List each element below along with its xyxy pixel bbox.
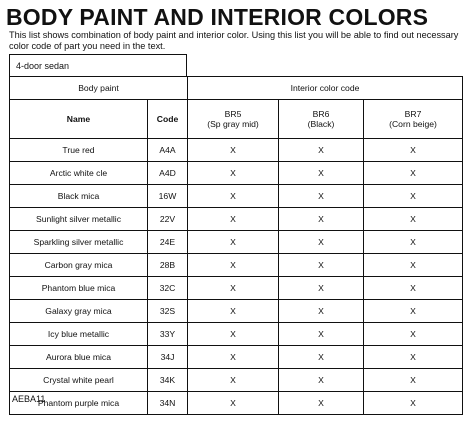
table-row: [10, 323, 463, 346]
combination-mark-cell: X: [188, 392, 279, 415]
combination-mark-cell: X: [279, 392, 364, 415]
combination-mark-cell: X: [279, 208, 364, 231]
table-row: [10, 162, 463, 185]
paint-code-cell: 32S: [148, 300, 188, 323]
paint-name-cell: Icy blue metallic: [10, 323, 148, 346]
combination-mark-cell: X: [364, 185, 463, 208]
model-label: 4-door sedan: [9, 54, 187, 77]
paint-name-cell: Carbon gray mica: [10, 254, 148, 277]
table-row: [10, 346, 463, 369]
combination-mark-cell: X: [188, 162, 279, 185]
name-column-header: Name: [10, 100, 148, 139]
interior-desc: (Black): [307, 119, 335, 129]
combination-mark-cell: X: [188, 346, 279, 369]
paint-code-cell: 28B: [148, 254, 188, 277]
figure-code: AEBA11: [12, 394, 46, 404]
interior-desc: (Corn beige): [389, 119, 437, 129]
combination-mark-cell: X: [364, 346, 463, 369]
interior-code: BR7: [404, 109, 422, 119]
combination-mark-cell: X: [364, 300, 463, 323]
paint-name-cell: Phantom blue mica: [10, 277, 148, 300]
combination-mark-cell: X: [279, 231, 364, 254]
combination-mark-cell: X: [279, 254, 364, 277]
interior-color-header: Interior color code: [188, 77, 463, 100]
table-row: [10, 185, 463, 208]
paint-code-cell: 34N: [148, 392, 188, 415]
interior-code: BR6: [312, 109, 330, 119]
paint-code-cell: 34J: [148, 346, 188, 369]
intro-text: This list shows combination of body paint and interior color. Using this list you will be able to find out necessary color code of part you need in the text.: [9, 30, 459, 51]
combination-mark-cell: X: [188, 300, 279, 323]
combination-mark-cell: X: [279, 369, 364, 392]
paint-code-cell: A4A: [148, 139, 188, 162]
table-row: [10, 231, 463, 254]
combination-mark-cell: X: [364, 392, 463, 415]
paint-code-cell: 16W: [148, 185, 188, 208]
table-row: [10, 254, 463, 277]
code-column-header: Code: [148, 100, 188, 139]
paint-name-cell: Aurora blue mica: [10, 346, 148, 369]
combination-mark-cell: X: [364, 254, 463, 277]
paint-code-cell: 32C: [148, 277, 188, 300]
color-table: [9, 76, 463, 415]
combination-mark-cell: X: [188, 139, 279, 162]
paint-name-cell: Sparkling silver metallic: [10, 231, 148, 254]
interior-column-header: [364, 100, 463, 139]
paint-code-cell: A4D: [148, 162, 188, 185]
combination-mark-cell: X: [364, 208, 463, 231]
table-row: [10, 369, 463, 392]
body-paint-header: Body paint: [10, 77, 188, 100]
paint-code-cell: 33Y: [148, 323, 188, 346]
interior-desc: (Sp gray mid): [207, 119, 259, 129]
combination-mark-cell: X: [279, 300, 364, 323]
paint-name-cell: Sunlight silver metallic: [10, 208, 148, 231]
table-row: [10, 300, 463, 323]
combination-mark-cell: X: [188, 185, 279, 208]
combination-mark-cell: X: [364, 231, 463, 254]
combination-mark-cell: X: [279, 185, 364, 208]
combination-mark-cell: X: [364, 277, 463, 300]
combination-mark-cell: X: [188, 369, 279, 392]
combination-mark-cell: X: [188, 277, 279, 300]
combination-mark-cell: X: [364, 369, 463, 392]
combination-mark-cell: X: [279, 139, 364, 162]
combination-mark-cell: X: [364, 323, 463, 346]
combination-mark-cell: X: [279, 346, 364, 369]
table-row: [10, 277, 463, 300]
combination-mark-cell: X: [188, 208, 279, 231]
combination-mark-cell: X: [364, 139, 463, 162]
paint-name-cell: Crystal white pearl: [10, 369, 148, 392]
paint-name-cell: Arctic white cle: [10, 162, 148, 185]
table-row: [10, 392, 463, 415]
combination-mark-cell: X: [188, 323, 279, 346]
paint-name-cell: True red: [10, 139, 148, 162]
combination-mark-cell: X: [279, 323, 364, 346]
interior-column-header: [279, 100, 364, 139]
paint-code-cell: 22V: [148, 208, 188, 231]
combination-mark-cell: X: [188, 231, 279, 254]
paint-name-cell: Black mica: [10, 185, 148, 208]
page-title: BODY PAINT AND INTERIOR COLORS: [6, 4, 429, 30]
table-row: [10, 139, 463, 162]
table-row: [10, 208, 463, 231]
paint-code-cell: 24E: [148, 231, 188, 254]
paint-name-cell: Phantom purple mica: [10, 392, 148, 415]
combination-mark-cell: X: [279, 277, 364, 300]
interior-code: BR5: [224, 109, 242, 119]
combination-mark-cell: X: [364, 162, 463, 185]
interior-column-header: [188, 100, 279, 139]
combination-mark-cell: X: [279, 162, 364, 185]
combination-mark-cell: X: [188, 254, 279, 277]
paint-code-cell: 34K: [148, 369, 188, 392]
paint-name-cell: Galaxy gray mica: [10, 300, 148, 323]
